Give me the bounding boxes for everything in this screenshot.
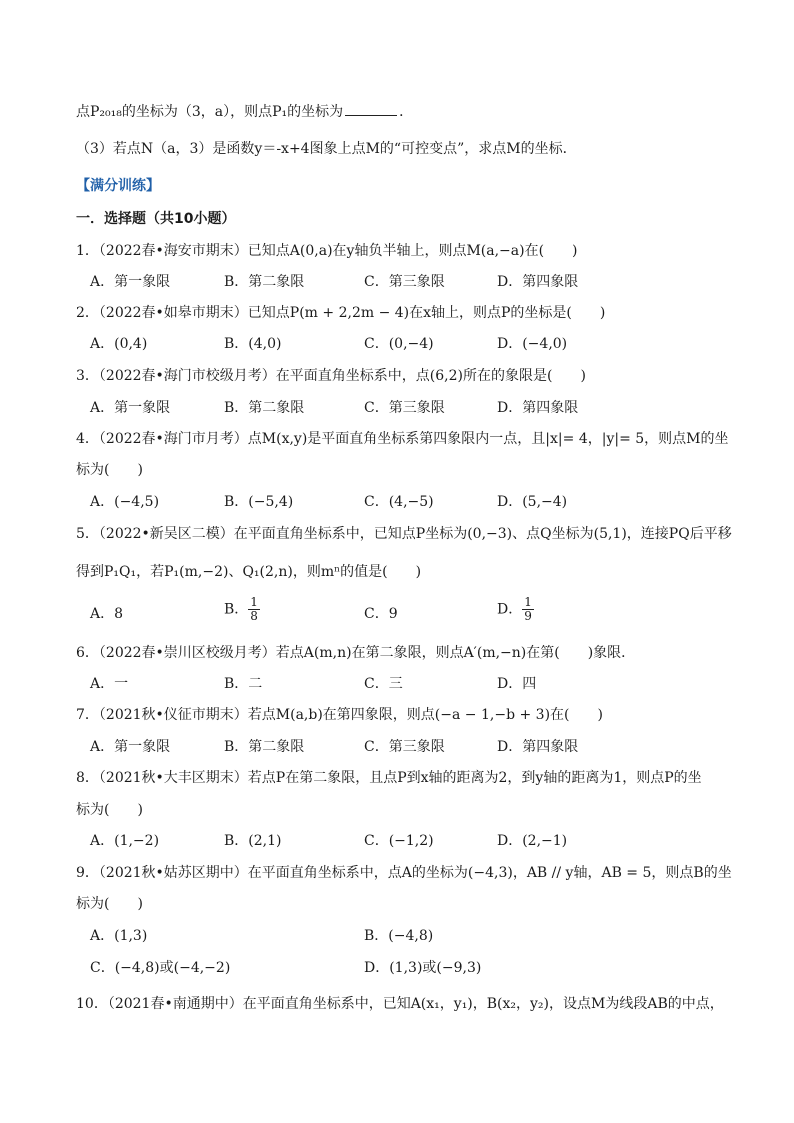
q7-option-d: D．第四象限 bbox=[497, 739, 579, 755]
q1-option-d: D．第四象限 bbox=[497, 274, 579, 290]
q7-option-a: A．第一象限 bbox=[90, 739, 171, 755]
question-7-stem: 7．（2021秋•仪征市期末）若点M(a,b)在第四象限，则点(−a − 1,−b + 3)在( ) bbox=[76, 707, 603, 723]
question-8-stem-cont: 标为( ) bbox=[76, 802, 143, 818]
intro-text-1: 点P₂₀₁₈的坐标为（3，a），则点P₁的坐标为 bbox=[76, 104, 344, 120]
fraction-one-ninth: $\frac{1}{9}$ bbox=[524, 595, 532, 623]
q9-option-c: C．(−4,8)或(−4,−2) bbox=[90, 960, 231, 976]
q8-option-b: B．(2,1) bbox=[224, 833, 282, 849]
question-3-stem: 3．（2022春•海门市校级月考）在平面直角坐标系中，点(6,2)所在的象限是( ) bbox=[76, 368, 586, 384]
q5-option-d: D． $\frac{1}{9}$ bbox=[497, 595, 532, 623]
question-type-heading: 一．选择题（共10小题） bbox=[76, 211, 236, 227]
question-5-stem: 5．（2022•新吴区二模）在平面直角坐标系中，已知点P坐标为(0,−3)、点Q坐标为(5,1)，连接PQ后平移 bbox=[76, 526, 732, 542]
question-9-stem-cont: 标为( ) bbox=[76, 896, 143, 912]
question-4-stem: 4．（2022春•海门市月考）点M(x,y)是平面直角坐标系第四象限内一点，且|x|= 4，|y|= 5，则点M的坐 bbox=[76, 431, 729, 447]
fraction-one-eighth: $\frac{1}{8}$ bbox=[250, 595, 258, 623]
intro-line-2: （3）若点N（a，3）是函数y＝-x+4图象上点M的“可控变点”，求点M的坐标． bbox=[76, 141, 577, 157]
q6-option-d: D．四 bbox=[497, 676, 537, 692]
q6-option-a: A．一 bbox=[90, 676, 129, 692]
q2-option-d: D．(−4,0) bbox=[497, 336, 568, 352]
q4-option-c: C．(4,−5) bbox=[364, 494, 434, 510]
section-title: 【满分训练】 bbox=[76, 178, 160, 194]
q3-option-a: A．第一象限 bbox=[90, 400, 171, 416]
q6-option-c: C．三 bbox=[364, 676, 403, 692]
answer-blank bbox=[345, 101, 397, 116]
question-10-stem: 10．（2021春•南通期中）在平面直角坐标系中，已知A(x₁，y₁)，B(x₂，y₂)，设点M为线段AB的中点， bbox=[76, 996, 724, 1012]
q6-option-b: B．二 bbox=[224, 676, 263, 692]
question-1-stem: 1．（2022春•海安市期末）已知点A(0,a)在y轴负半轴上，则点M(a,−a)在( ) bbox=[76, 243, 578, 259]
q4-option-d: D．(5,−4) bbox=[497, 494, 568, 510]
intro-line-1 bbox=[76, 101, 413, 122]
q9-option-d: D．(1,3)或(−9,3) bbox=[364, 960, 482, 976]
q1-option-c: C．第三象限 bbox=[364, 274, 445, 290]
q8-option-c: C．(−1,2) bbox=[364, 833, 434, 849]
q4-option-a: A．(−4,5) bbox=[90, 494, 160, 510]
q7-option-b: B．第二象限 bbox=[224, 739, 305, 755]
q5-option-a: A．8 bbox=[90, 606, 124, 622]
q2-option-c: C．(0,−4) bbox=[364, 336, 434, 352]
q7-option-c: C．第三象限 bbox=[364, 739, 445, 755]
q5-option-b: B． $\frac{1}{8}$ bbox=[224, 595, 258, 623]
q8-option-d: D．(2,−1) bbox=[497, 833, 568, 849]
question-2-stem: 2．（2022春•如皋市期末）已知点P(m + 2,2m − 4)在x轴上，则点P的坐标是( ) bbox=[76, 305, 606, 321]
q2-option-b: B．(4,0) bbox=[224, 336, 282, 352]
question-6-stem: 6．（2022春•崇川区校级月考）若点A(m,n)在第二象限，则点A′(m,−n)在第( )象限． bbox=[76, 645, 636, 661]
question-8-stem: 8．（2021秋•大丰区期末）若点P在第二象限，且点P到x轴的距离为2，到y轴的距离为1，则点P的坐 bbox=[76, 770, 702, 786]
q1-option-a: A．第一象限 bbox=[90, 274, 171, 290]
q9-option-b: B．(−4,8) bbox=[364, 928, 434, 944]
q1-option-b: B．第二象限 bbox=[224, 274, 305, 290]
q9-option-a: A．(1,3) bbox=[90, 928, 148, 944]
question-5-stem-cont: 得到P₁Q₁，若P₁(m,−2)、Q₁(2,n)，则mⁿ的值是( ) bbox=[76, 564, 422, 580]
question-4-stem-cont: 标为( ) bbox=[76, 462, 143, 478]
q2-option-a: A．(0,4) bbox=[90, 336, 148, 352]
q4-option-b: B．(−5,4) bbox=[224, 494, 294, 510]
q8-option-a: A．(1,−2) bbox=[90, 833, 160, 849]
q5-option-c: C．9 bbox=[364, 606, 398, 622]
q3-option-b: B．第二象限 bbox=[224, 400, 305, 416]
question-9-stem: 9．（2021秋•姑苏区期中）在平面直角坐标系中，点A的坐标为(−4,3)，AB // y轴，AB = 5，则点B的坐 bbox=[76, 865, 732, 881]
q3-option-d: D．第四象限 bbox=[497, 400, 579, 416]
q3-option-c: C．第三象限 bbox=[364, 400, 445, 416]
intro-text-1-end: ． bbox=[399, 104, 414, 120]
